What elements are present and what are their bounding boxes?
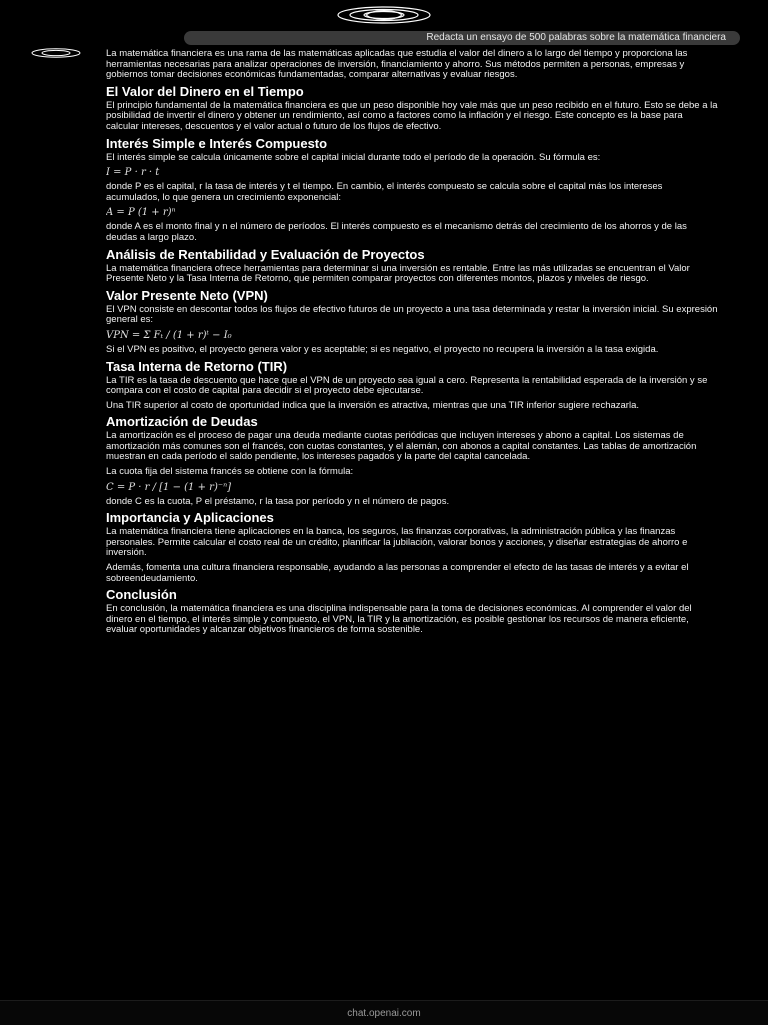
user-prompt-text: Redacta un ensayo de 500 palabras sobre la matemática financiera — [426, 32, 726, 43]
section-paragraph: donde A es el monto final y n el número de períodos. El interés compuesto es el mecanismo detrás del crecimiento de los ahorros y de las deudas a largo plazo. — [106, 221, 687, 243]
formula: VPN = Σ Fₜ / (1 + r)ᵗ − I₀ — [106, 329, 232, 341]
assistant-avatar — [30, 48, 82, 58]
formula: C = P · r / [1 − (1 + r)⁻ⁿ] — [106, 481, 232, 493]
section-heading: Conclusión — [106, 587, 177, 603]
section-heading: Tasa Interna de Retorno (TIR) — [106, 358, 288, 374]
formula: I = P · r · t — [106, 167, 160, 179]
section-heading: Valor Presente Neto (VPN) — [106, 287, 268, 303]
section-paragraph: La TIR es la tasa de descuento que hace que el VPN de un proyecto sea igual a cero. Representa la rentabilidad esperada de la inversión y se compara con el costo de capital para decidir si el proyecto debe ejecutarse. — [106, 374, 708, 397]
section-paragraph: El interés simple se calcula únicamente sobre el capital inicial durante todo el período de la operación. Su fórmula es: — [106, 151, 601, 163]
user-prompt-bubble — [184, 31, 740, 45]
section-heading: Interés Simple e Interés Compuesto — [106, 135, 328, 151]
section-heading: Importancia y Aplicaciones — [106, 510, 274, 526]
section-paragraph: Si el VPN es positivo, el proyecto genera valor y es aceptable; si es negativo, el proyecto no recupera la inversión a la tasa exigida. — [106, 343, 659, 355]
formula: A = P (1 + r)ⁿ — [106, 207, 176, 219]
section-paragraph: donde P es el capital, r la tasa de interés y t el tiempo. En cambio, el interés compuesto se calcula sobre el capital más los intereses acumulados, lo que genera un crecimiento exponencial: — [106, 181, 663, 203]
section-paragraph: Además, fomenta una cultura financiera responsable, ayudando a las personas a comprender el efecto de las tasas de interés y a evitar el sobreendeudamiento. — [106, 562, 689, 584]
assistant-response — [106, 49, 718, 989]
footer — [0, 1000, 768, 1025]
section-paragraph: La cuota fija del sistema francés se obtiene con la fórmula: — [106, 466, 354, 478]
section-paragraph: En conclusión, la matemática financiera es una disciplina indispensable para la toma de decisiones económicas. Al comprender el valor del dinero en el tiempo, el interés simple y compuesto, el VPN, la TIR y la amortización, es posible gestionar los recursos de manera eficiente, evaluar oportunidades y alcanzar objetivos financieros de forma sostenible. — [106, 603, 692, 636]
openai-logo — [336, 6, 432, 24]
section-heading: Amortización de Deudas — [106, 414, 258, 430]
section-paragraph: La amortización es el proceso de pagar una deuda mediante cuotas periódicas que incluyen intereses y abono a capital. Los sistemas de amortización más comunes son el francés, con cuotas constantes, y el alemán, con abonos a capital constantes. Las tablas de amortización muestran en cada período el saldo pendiente, los intereses pagados y la parte del capital cancelada. — [106, 430, 697, 463]
openai-logo-icon — [30, 48, 82, 58]
openai-logo-icon — [336, 6, 432, 24]
section-heading: El Valor del Dinero en el Tiempo — [106, 83, 304, 99]
section-paragraph: Una TIR superior al costo de oportunidad indica que la inversión es atractiva, mientras que una TIR inferior sugiere rechazarla. — [106, 399, 639, 411]
section-paragraph: La matemática financiera tiene aplicaciones en la banca, los seguros, las finanzas corporativas, la administración pública y las finanzas personales. Permite calcular el costo real de un crédito, planificar la jubilación, valorar bonos y acciones, y diseñar estrategias de ahorro e inversión. — [106, 526, 688, 559]
section-paragraph: donde C es la cuota, P el préstamo, r la tasa por período y n el número de pagos. — [106, 495, 450, 507]
footer-site-link[interactable]: chat.openai.com — [347, 1007, 421, 1019]
response-intro: La matemática financiera es una rama de las matemáticas aplicadas que estudia el valor del dinero a lo largo del tiempo y proporciona las herramientas necesarias para analizar operaciones de inversión, financiamiento y ahorro. Sus métodos permiten a personas, empresas y gobiernos tomar decisiones económicas fundamentadas, comparar alternativas y evaluar riesgos. — [106, 49, 688, 81]
section-paragraph: La matemática financiera ofrece herramientas para determinar si una inversión es rentable. Entre las más utilizadas se encuentran el Valor Presente Neto y la Tasa Interna de Retorno, que permiten comparar proyectos con diferentes montos, plazos y niveles de riesgo. — [106, 262, 690, 285]
section-paragraph: El VPN consiste en descontar todos los flujos de efectivo futuros de un proyecto a una tasa determinada y restar la inversión inicial. Su expresión general es: — [106, 303, 718, 326]
section-paragraph: El principio fundamental de la matemática financiera es que un peso disponible hoy vale más que un peso recibido en el futuro. Esto se debe a la posibilidad de invertir el dinero y obtener un rendimiento, así como a factores como la inflación y el riesgo. Este concepto es la base para calcular intereses, descuentos y el valor actual o futuro de los flujos de efectivo. — [106, 99, 718, 132]
section-heading: Análisis de Rentabilidad y Evaluación de Proyectos — [106, 246, 425, 262]
